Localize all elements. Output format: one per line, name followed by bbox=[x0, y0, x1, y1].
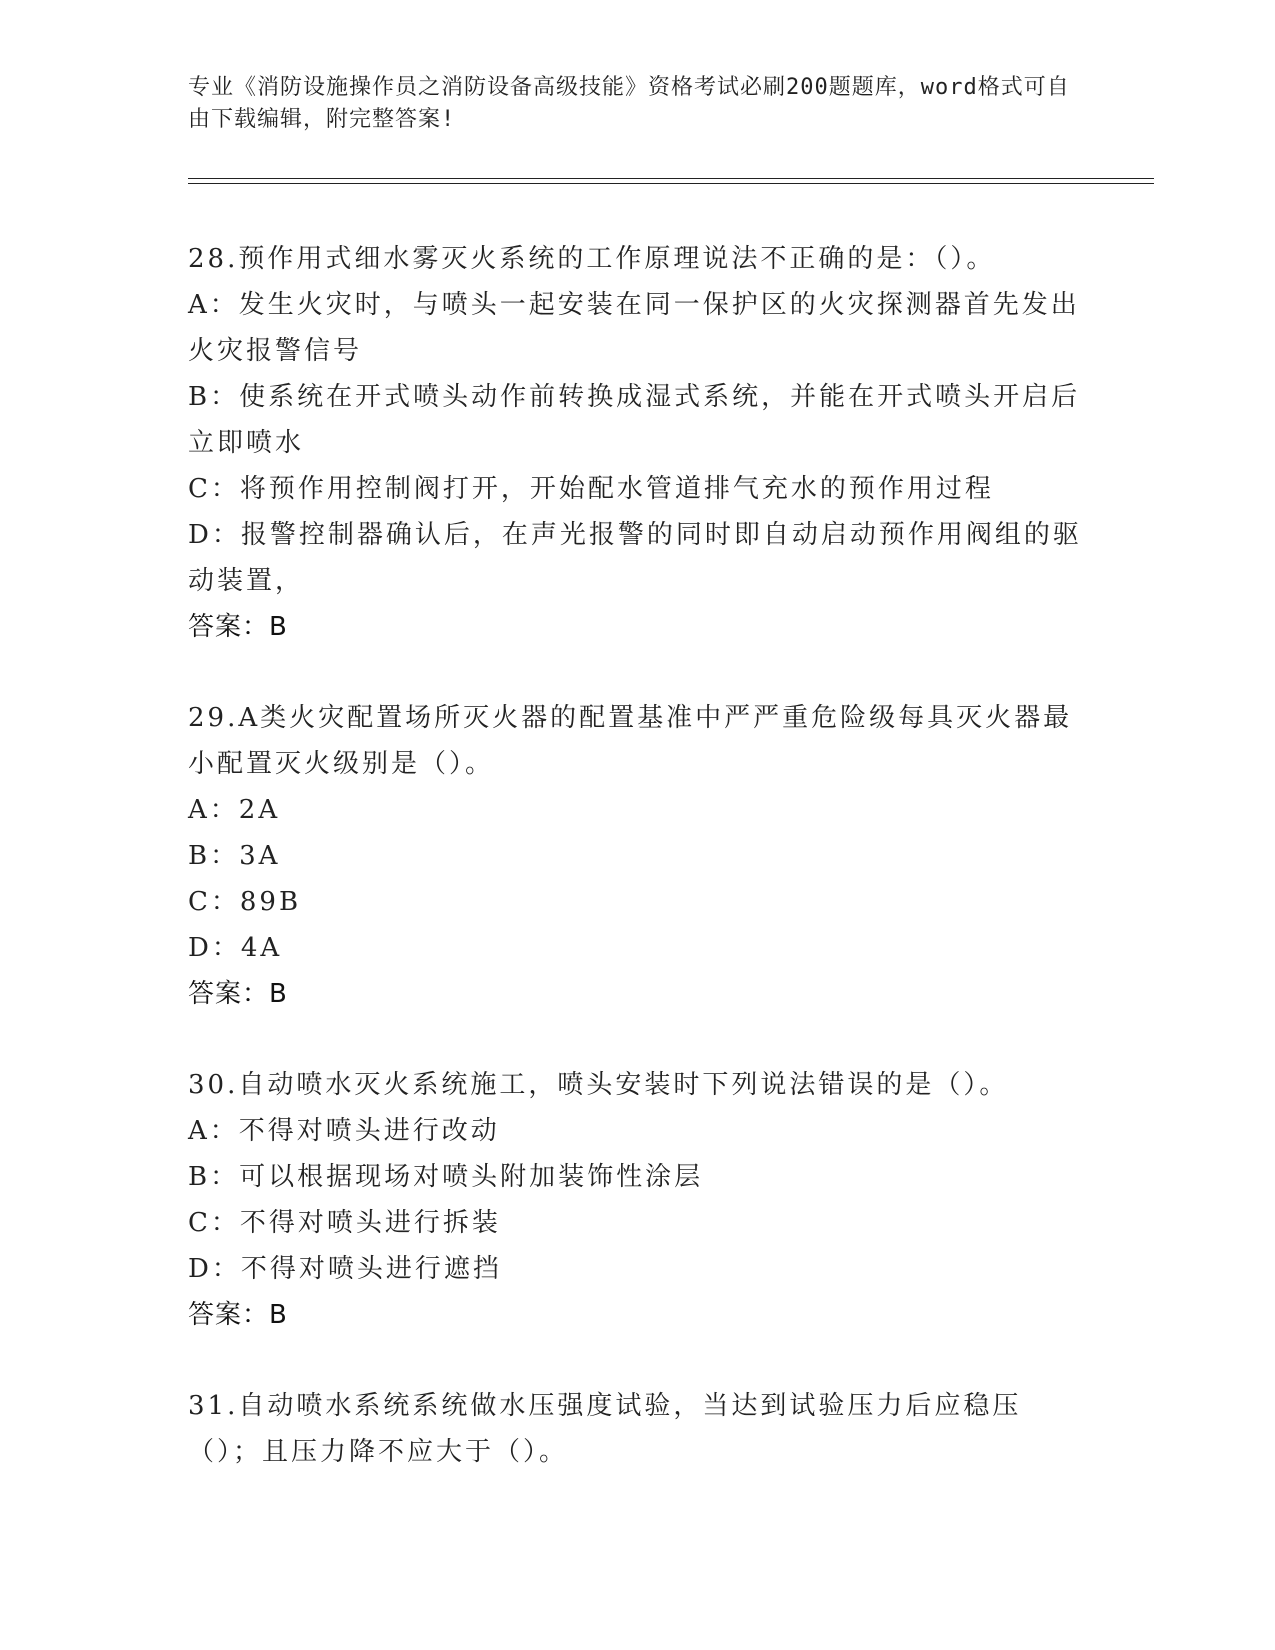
option-a: A：发生火灾时，与喷头一起安装在同一保护区的火灾探测器首先发出火灾报警信号 bbox=[188, 290, 1080, 366]
answer-line bbox=[188, 604, 1088, 650]
option-b: B：3A bbox=[188, 841, 281, 871]
question-30 bbox=[188, 1062, 1088, 1338]
answer-value: B bbox=[269, 1300, 287, 1330]
question-list bbox=[188, 236, 1088, 1520]
answer-line bbox=[188, 1292, 1088, 1338]
option-d: D：报警控制器确认后，在声光报警的同时即自动启动预作用阀组的驱动装置， bbox=[188, 520, 1082, 596]
question-stem: 28.预作用式细水雾灭火系统的工作原理说法不正确的是：（）。 bbox=[188, 244, 996, 274]
option-b: B：使系统在开式喷头动作前转换成湿式系统，并能在开式喷头开启后立即喷水 bbox=[188, 382, 1081, 458]
option-c: C：89B bbox=[188, 887, 302, 917]
option-c: C：不得对喷头进行拆装 bbox=[188, 1208, 501, 1238]
answer-value: B bbox=[269, 612, 287, 642]
answer-label: 答案： bbox=[188, 612, 270, 642]
question-28 bbox=[188, 236, 1088, 650]
answer-value: B bbox=[269, 979, 287, 1009]
header-divider-secondary bbox=[188, 183, 1154, 184]
option-a: A：不得对喷头进行改动 bbox=[188, 1116, 500, 1146]
question-31 bbox=[188, 1383, 1088, 1475]
question-stem: 29.A类火灾配置场所灭火器的配置基准中严严重危险级每具灭火器最小配置灭火级别是（）。 bbox=[188, 703, 1073, 779]
option-d: D：4A bbox=[188, 933, 283, 963]
answer-line bbox=[188, 971, 1088, 1017]
question-stem: 31.自动喷水系统系统做水压强度试验，当达到试验压力后应稳压（）；且压力降不应大于（）。 bbox=[188, 1391, 1022, 1467]
option-b: B：可以根据现场对喷头附加装饰性涂层 bbox=[188, 1162, 704, 1192]
answer-label: 答案： bbox=[188, 979, 270, 1009]
document-header: 专业《消防设施操作员之消防设备高级技能》资格考试必刷200题题库，word格式可自由下载编辑，附完整答案! bbox=[188, 75, 1070, 132]
question-stem: 30.自动喷水灭火系统施工，喷头安装时下列说法错误的是（）。 bbox=[188, 1070, 1009, 1100]
header-divider bbox=[188, 178, 1154, 179]
question-29 bbox=[188, 695, 1088, 1017]
answer-label: 答案： bbox=[188, 1300, 270, 1330]
option-d: D：不得对喷头进行遮挡 bbox=[188, 1254, 502, 1284]
option-a: A：2A bbox=[188, 795, 281, 825]
option-c: C：将预作用控制阀打开，开始配水管道排气充水的预作用过程 bbox=[188, 474, 994, 504]
